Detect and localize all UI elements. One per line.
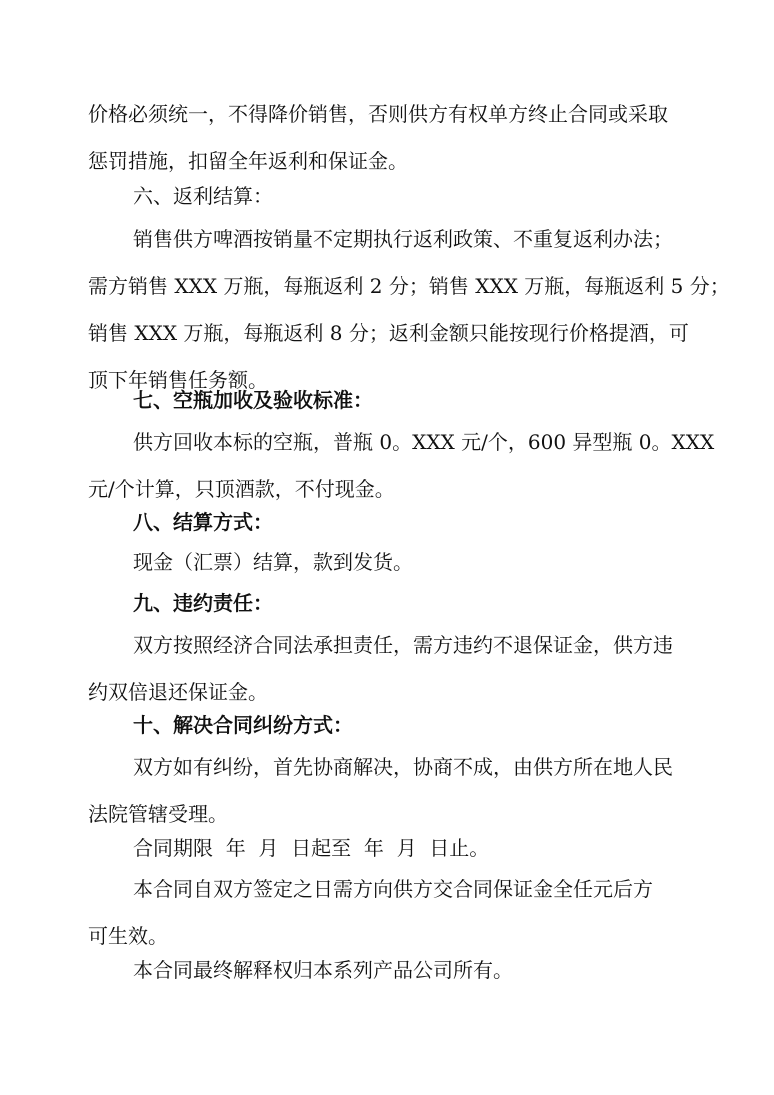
heading-text: 十、解决合同纠纷方式： <box>133 713 353 737</box>
paragraph-interpretation-clause <box>88 947 708 994</box>
text-line: 本合同自双方签定之日需方向供方交合同保证金全任元后方 <box>133 877 653 901</box>
text-line: 供方回收本标的空瓶，普瓶 0。XXX 元/个，600 异型瓶 0。XXX <box>133 430 715 454</box>
paragraph-effective-clause <box>88 866 708 960</box>
text-line: 约双倍退还保证金。 <box>88 680 268 704</box>
text-line: 现金（汇票）结算，款到发货。 <box>133 550 413 574</box>
section-heading-empty-bottles <box>88 377 708 424</box>
text-line: 双方如有纠纷，首先协商解决，协商不成，由供方所在地人民 <box>133 755 673 779</box>
heading-text: 七、空瓶加收及验收标准： <box>133 388 373 412</box>
text-line: 销售 XXX 万瓶，每瓶返利 8 分；返利金额只能按现行价格提酒，可 <box>88 321 689 345</box>
section-heading-breach-liability <box>88 580 708 627</box>
paragraph-pricing-continued <box>88 91 708 185</box>
text-line: 价格必须统一，不得降价销售，否则供方有权单方终止合同或采取 <box>88 102 668 126</box>
text-line: 顶下年销售任务额。 <box>88 368 268 392</box>
text-line: 元/个计算，只顶酒款，不付现金。 <box>88 477 395 501</box>
text-line: 需方销售 XXX 万瓶，每瓶返利 2 分；销售 XXX 万瓶，每瓶返利 5 分； <box>88 274 730 298</box>
text-line: 销售供方啤酒按销量不定期执行返利政策、不重复返利办法； <box>133 227 673 251</box>
paragraph-rebate-policy <box>88 216 730 404</box>
text-line: 本合同最终解释权归本系列产品公司所有。 <box>133 958 513 982</box>
heading-text: 六、返利结算： <box>133 184 273 208</box>
heading-text: 九、违约责任： <box>133 591 273 615</box>
text-line: 法院管辖受理。 <box>88 802 228 826</box>
text-line: 双方按照经济合同法承担责任，需方违约不退保证金，供方违 <box>133 633 673 657</box>
paragraph-dispute-resolution <box>88 744 708 838</box>
heading-text: 八、结算方式： <box>133 510 273 534</box>
paragraph-contract-term <box>88 825 708 872</box>
section-heading-dispute-resolution <box>88 702 708 749</box>
text-line: 合同期限 年 月 日起至 年 月 日止。 <box>133 836 490 860</box>
paragraph-settlement-method <box>88 539 708 586</box>
text-line: 可生效。 <box>88 924 168 948</box>
text-line: 惩罚措施，扣留全年返利和保证金。 <box>88 149 408 173</box>
section-heading-rebate-settlement <box>88 173 708 220</box>
